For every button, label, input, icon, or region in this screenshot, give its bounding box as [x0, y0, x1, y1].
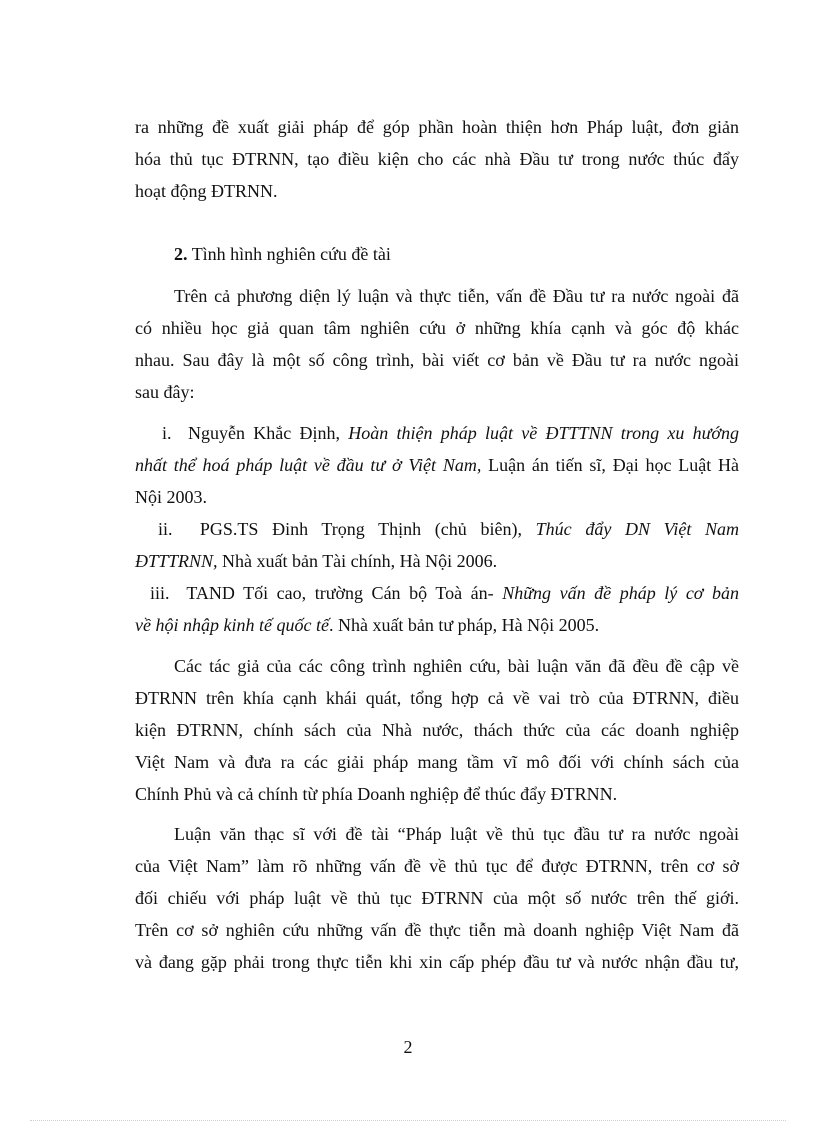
ref-3-title-part-2: về hội nhập kinh tế quốc tế [135, 615, 329, 635]
ref-1-title-part-2: nhất thể hoá pháp luật về đầu tư ở Việt Nam, [135, 455, 482, 475]
ref-3-line-2 [135, 614, 599, 636]
ref-1-title-part-1: Hoàn thiện pháp luật về ĐTTTNN trong xu hướng [348, 423, 739, 443]
para3-line-1: Luận văn thạc sĩ với đề tài “Pháp luật về thủ tục đầu tư ra nước ngoài [174, 824, 739, 844]
para2-line-4: Việt Nam và đưa ra các giải pháp mang tầm vĩ mô đối với chính sách của [135, 752, 739, 772]
ref-1-line-2 [135, 454, 739, 476]
para3-line-3: đối chiếu với pháp luật về thủ tục ĐTRNN của một số nước trên thế giới. [135, 888, 739, 908]
ref-1-author: Nguyễn Khắc Định, [188, 423, 349, 443]
page-number: 2 [403, 1037, 413, 1057]
ref-1-publication: Luận án tiến sĩ, Đại học Luật Hà [481, 455, 739, 475]
para3-line-5: và đang gặp phải trong thực tiễn khi xin cấp phép đầu tư và nước nhận đầu tư, [135, 952, 739, 972]
intro-line-2: hóa thủ tục ĐTRNN, tạo điều kiện cho các nhà Đầu tư trong nước thúc đẩy [135, 149, 739, 169]
section-title: Tình hình nghiên cứu đề tài [191, 244, 391, 264]
para1-line-1: Trên cả phương diện lý luận và thực tiễn, vấn đề Đầu tư ra nước ngoài đã [174, 286, 739, 306]
ref-2-line-1 [158, 518, 739, 540]
ref-2-line-2 [135, 550, 497, 572]
section-heading [174, 243, 391, 265]
ref-2-author: PGS.TS Đinh Trọng Thịnh (chủ biên), [199, 519, 536, 539]
ref-1-line-3: Nội 2003. [135, 487, 207, 507]
intro-line-3: hoạt động ĐTRNN. [135, 181, 278, 201]
para1-line-4: sau đây: [135, 382, 195, 402]
para3-line-4: Trên cơ sở nghiên cứu những vấn đề thực tiễn mà doanh nghiệp Việt Nam đã [135, 920, 739, 940]
ref-2-publication: Nhà xuất bản Tài chính, Hà Nội 2006. [217, 551, 498, 571]
ref-3-marker: iii. [150, 583, 170, 603]
para1-line-3: nhau. Sau đây là một số công trình, bài viết cơ bản về Đầu tư ra nước ngoài [135, 350, 739, 370]
para3-line-2: của Việt Nam” làm rõ những vấn đề về thủ tục để được ĐTRNN, trên cơ sở [135, 856, 739, 876]
ref-3-publication: . Nhà xuất bản tư pháp, Hà Nội 2005. [328, 615, 600, 635]
para2-line-2: ĐTRNN trên khía cạnh khái quát, tổng hợp cả về vai trò của ĐTRNN, điều [135, 688, 739, 708]
ref-3-author: TAND Tối cao, trường Cán bộ Toà án- [186, 583, 503, 603]
ref-3-line-1 [150, 582, 739, 604]
ref-1-marker: i. [162, 423, 172, 443]
page-bottom-divider [30, 1120, 786, 1121]
ref-3-title-part-1: Những vấn đề pháp lý cơ bản [502, 583, 739, 603]
ref-2-marker: ii. [158, 519, 173, 539]
section-number: 2. [174, 244, 188, 264]
para2-line-5: Chính Phủ và cả chính từ phía Doanh nghiệp để thúc đẩy ĐTRNN. [135, 784, 618, 804]
ref-2-title-part-1: Thúc đẩy DN Việt Nam [535, 519, 739, 539]
intro-line-1: ra những đề xuất giải pháp để góp phần hoàn thiện hơn Pháp luật, đơn giản [135, 117, 739, 137]
para2-line-1: Các tác giả của các công trình nghiên cứu, bài luận văn đã đều đề cập về [174, 656, 739, 676]
ref-1-line-1 [162, 422, 739, 444]
para1-line-2: có nhiều học giả quan tâm nghiên cứu ở những khía cạnh và góc độ khác [135, 318, 739, 338]
ref-2-title-part-2: ĐTTTRNN, [135, 551, 218, 571]
para2-line-3: kiện ĐTRNN, chính sách của Nhà nước, thách thức của các doanh nghiệp [135, 720, 739, 740]
